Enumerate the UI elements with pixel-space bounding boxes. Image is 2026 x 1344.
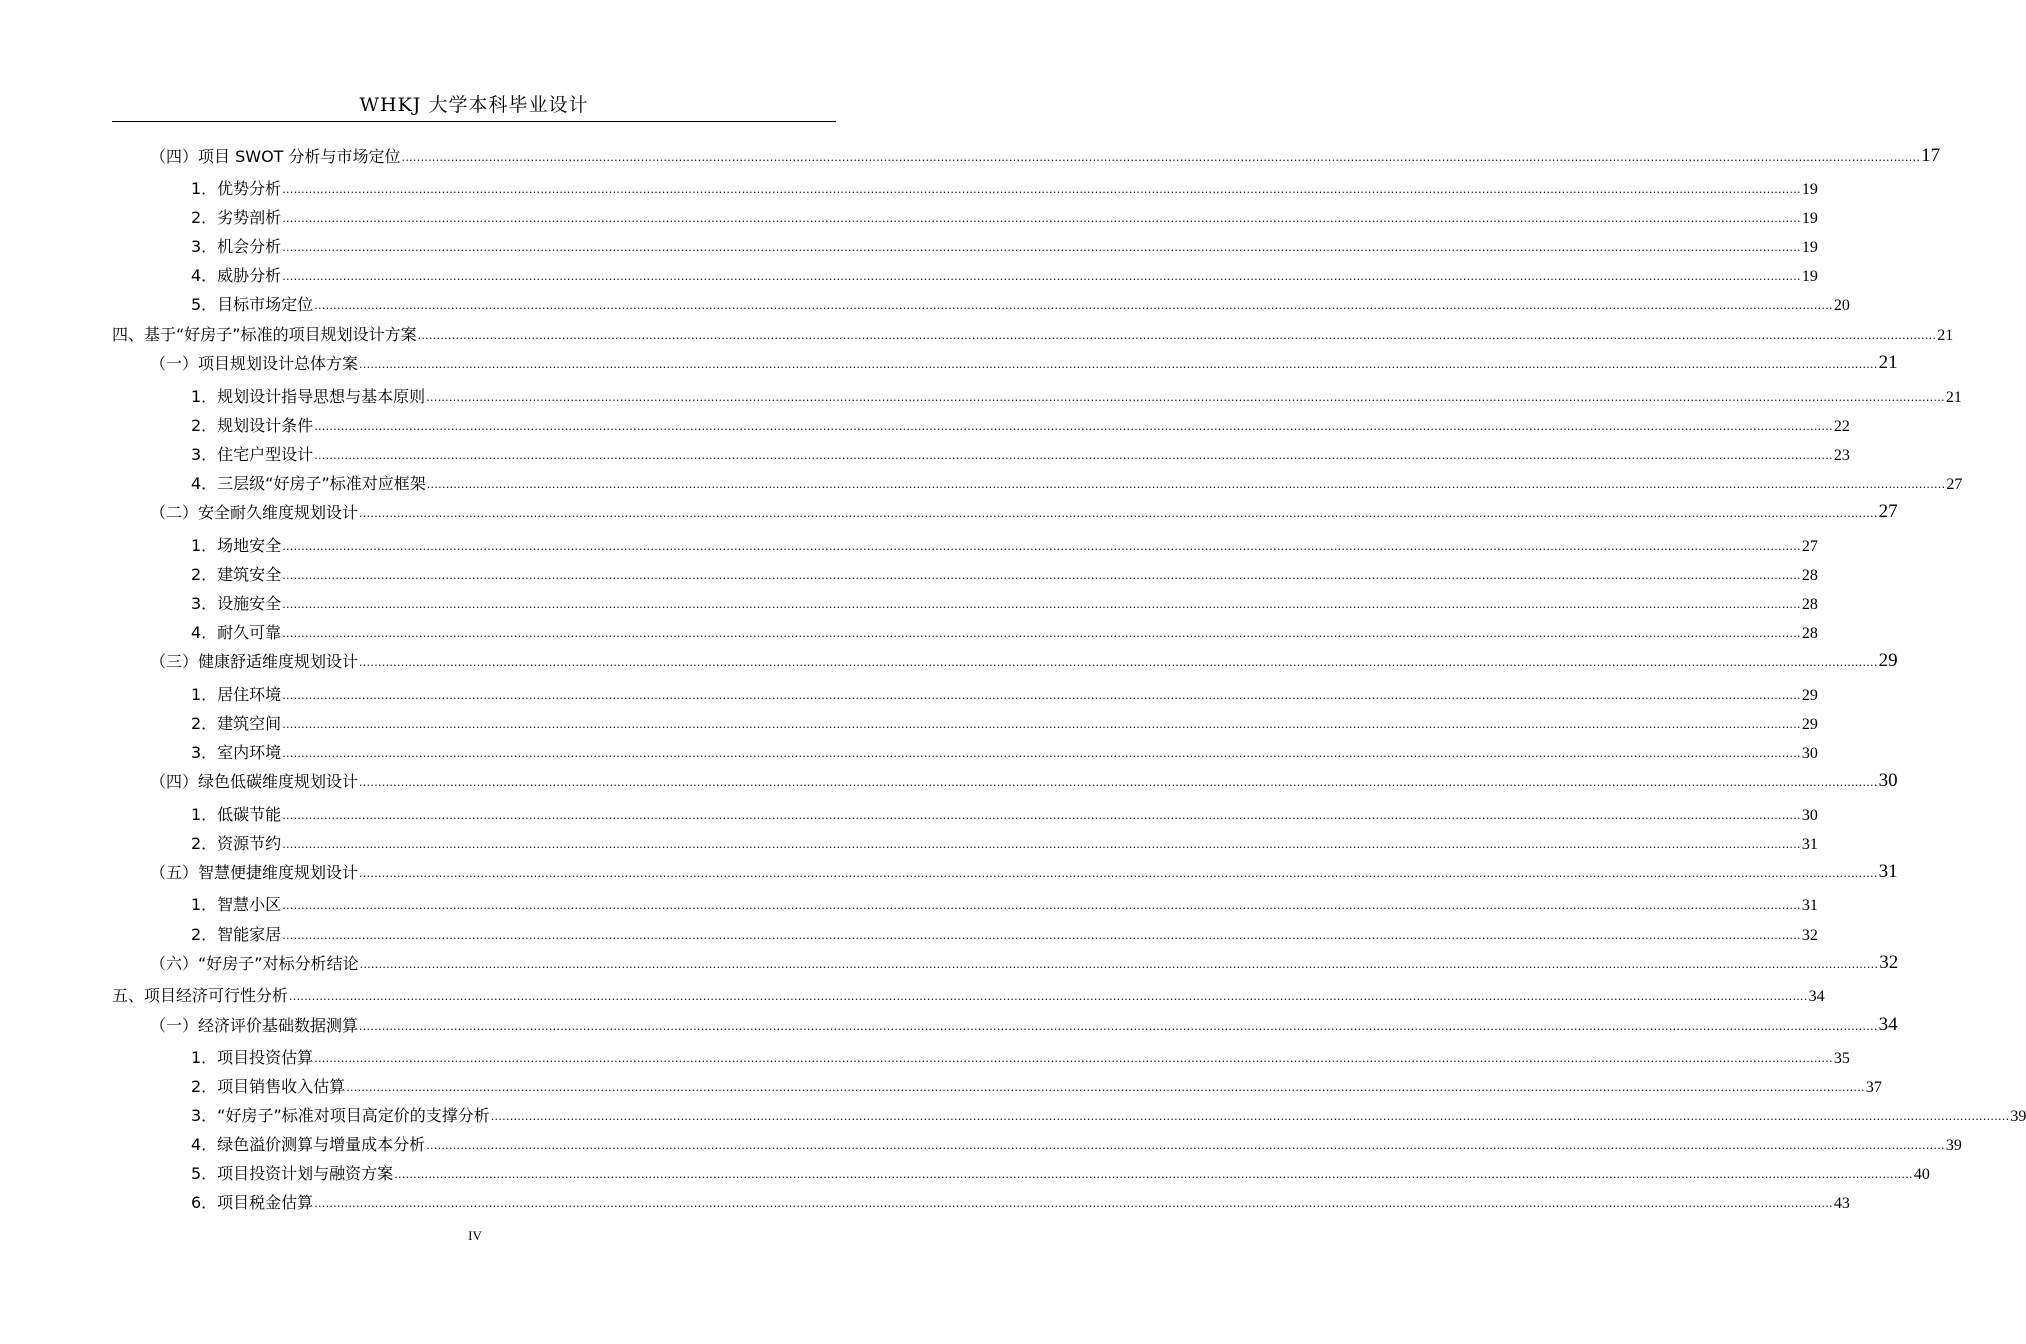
toc-entry-label: 5．项目投资计划与融资方案: [191, 1164, 394, 1183]
toc-entry-label: 1．居住环境: [191, 685, 282, 704]
toc-entry[interactable]: [191, 262, 1818, 286]
toc-entry[interactable]: [191, 1044, 1850, 1068]
toc-entry[interactable]: [191, 412, 1850, 436]
toc-entry[interactable]: [191, 619, 1818, 643]
toc-entry-page: 28: [1801, 567, 1818, 584]
toc-dot-leader: ................................................................................................................................................................................................................................................................................................................................................................................................................: [359, 507, 1878, 520]
toc-entry[interactable]: [150, 950, 1899, 974]
toc-entry-page: 28: [1801, 625, 1818, 642]
toc-entry-label: （六）“好房子”对标分析结论: [150, 954, 359, 973]
toc-dot-leader: ................................................................................................................................................................................................................................................................................................................................................................................................................: [282, 569, 1801, 582]
toc-dot-leader: ................................................................................................................................................................................................................................................................................................................................................................................................................: [282, 809, 1801, 822]
toc-dot-leader: ................................................................................................................................................................................................................................................................................................................................................................................................................: [314, 420, 1833, 433]
toc-entry[interactable]: [150, 143, 1941, 167]
toc-entry-label: （三）健康舒适维度规划设计: [150, 652, 359, 671]
toc-entry[interactable]: [191, 470, 1963, 494]
toc-entry-label: 2．建筑空间: [191, 714, 282, 733]
toc-dot-leader: ................................................................................................................................................................................................................................................................................................................................................................................................................: [282, 627, 1801, 640]
toc-entry-label: 2．项目销售收入估算: [191, 1077, 346, 1096]
toc-entry[interactable]: [191, 590, 1818, 614]
toc-entry[interactable]: [112, 982, 1825, 1006]
toc-entry-label: 四、基于“好房子”标准的项目规划设计方案: [112, 325, 417, 344]
toc-entry-label: 2．智能家居: [191, 925, 282, 944]
toc-entry-page: 21: [1937, 327, 1954, 344]
toc-entry-label: 1．场地安全: [191, 536, 282, 555]
toc-entry[interactable]: [150, 350, 1898, 374]
toc-entry[interactable]: [191, 1073, 1882, 1097]
toc-entry[interactable]: [150, 499, 1898, 523]
toc-entry-page: 37: [1865, 1079, 1882, 1096]
toc-entry-page: 34: [1878, 1014, 1898, 1035]
toc-dot-leader: ................................................................................................................................................................................................................................................................................................................................................................................................................: [359, 656, 1878, 669]
toc-dot-leader: ................................................................................................................................................................................................................................................................................................................................................................................................................: [282, 598, 1801, 611]
toc-entry-page: 32: [1879, 952, 1899, 973]
toc-entry[interactable]: [191, 204, 1818, 228]
toc-entry[interactable]: [191, 383, 1962, 407]
page-number: IV: [468, 1228, 482, 1243]
toc-entry[interactable]: [191, 561, 1818, 585]
toc-dot-leader: ................................................................................................................................................................................................................................................................................................................................................................................................................: [359, 776, 1878, 789]
toc-entry-label: 3．机会分析: [191, 237, 282, 256]
toc-entry-label: 3．室内环境: [191, 743, 282, 762]
toc-entry[interactable]: [191, 1160, 1930, 1184]
toc-entry-label: 3．设施安全: [191, 594, 282, 613]
toc-entry[interactable]: [191, 532, 1818, 556]
toc-entry-page: 27: [1801, 538, 1818, 555]
toc-dot-leader: ................................................................................................................................................................................................................................................................................................................................................................................................................: [314, 1197, 1833, 1210]
toc-entry-page: 35: [1833, 1050, 1850, 1067]
toc-entry-label: 3．住宅户型设计: [191, 445, 314, 464]
toc-dot-leader: ................................................................................................................................................................................................................................................................................................................................................................................................................: [282, 929, 1801, 942]
toc-entry[interactable]: [150, 1012, 1898, 1036]
toc-dot-leader: ................................................................................................................................................................................................................................................................................................................................................................................................................: [282, 718, 1801, 731]
toc-entry-page: 19: [1801, 239, 1818, 256]
toc-entry-label: 2．劣势剖析: [191, 208, 282, 227]
toc-dot-leader: ................................................................................................................................................................................................................................................................................................................................................................................................................: [490, 1110, 2010, 1123]
toc-entry[interactable]: [191, 291, 1850, 315]
toc-entry-label: 3．“好房子”标准对项目高定价的支撑分析: [191, 1106, 490, 1125]
toc-dot-leader: ................................................................................................................................................................................................................................................................................................................................................................................................................: [282, 747, 1801, 760]
toc-entry-label: 4．威胁分析: [191, 266, 282, 285]
toc-entry-label: （五）智慧便捷维度规划设计: [150, 863, 359, 882]
toc-entry-label: 1．项目投资估算: [191, 1048, 314, 1067]
toc-entry[interactable]: [150, 859, 1898, 883]
toc-entry-label: 5．目标市场定位: [191, 295, 314, 314]
toc-entry[interactable]: [150, 648, 1898, 672]
toc-entry[interactable]: [191, 233, 1818, 257]
toc-dot-leader: ................................................................................................................................................................................................................................................................................................................................................................................................................: [282, 212, 1801, 225]
toc-entry[interactable]: [191, 801, 1818, 825]
toc-entry-page: 20: [1833, 297, 1850, 314]
toc-dot-leader: ................................................................................................................................................................................................................................................................................................................................................................................................................: [289, 990, 1808, 1003]
toc-dot-leader: ................................................................................................................................................................................................................................................................................................................................................................................................................: [359, 958, 1879, 971]
toc-entry-label: 4．三层级“好房子”标准对应框架: [191, 474, 426, 493]
toc-entry-page: 29: [1878, 650, 1898, 671]
toc-dot-leader: ................................................................................................................................................................................................................................................................................................................................................................................................................: [359, 867, 1878, 880]
toc-entry-page: 39: [1945, 1137, 1962, 1154]
toc-entry-label: 6．项目税金估算: [191, 1193, 314, 1212]
toc-entry-page: 19: [1801, 268, 1818, 285]
toc-dot-leader: ................................................................................................................................................................................................................................................................................................................................................................................................................: [314, 299, 1833, 312]
toc-dot-leader: ................................................................................................................................................................................................................................................................................................................................................................................................................: [282, 270, 1801, 283]
toc-entry-page: 34: [1808, 988, 1825, 1005]
toc-dot-leader: ................................................................................................................................................................................................................................................................................................................................................................................................................: [282, 183, 1801, 196]
toc-entry[interactable]: [191, 1102, 2026, 1126]
toc-entry-page: 30: [1801, 745, 1818, 762]
toc-dot-leader: ................................................................................................................................................................................................................................................................................................................................................................................................................: [394, 1168, 1913, 1181]
toc-entry[interactable]: [112, 321, 1954, 345]
toc-entry-page: 21: [1945, 389, 1962, 406]
toc-entry[interactable]: [191, 710, 1818, 734]
toc-dot-leader: ................................................................................................................................................................................................................................................................................................................................................................................................................: [359, 1020, 1878, 1033]
toc-entry-page: 19: [1801, 210, 1818, 227]
toc-dot-leader: ................................................................................................................................................................................................................................................................................................................................................................................................................: [282, 689, 1801, 702]
toc-dot-leader: ................................................................................................................................................................................................................................................................................................................................................................................................................: [401, 151, 1921, 164]
toc-entry-label: 2．建筑安全: [191, 565, 282, 584]
toc-entry-label: （一）项目规划设计总体方案: [150, 354, 359, 373]
toc-dot-leader: ................................................................................................................................................................................................................................................................................................................................................................................................................: [426, 391, 1945, 404]
toc-dot-leader: ................................................................................................................................................................................................................................................................................................................................................................................................................: [426, 478, 1946, 491]
toc-entry-page: 27: [1878, 501, 1898, 522]
toc-entry[interactable]: [191, 739, 1818, 763]
toc-dot-leader: ................................................................................................................................................................................................................................................................................................................................................................................................................: [282, 899, 1801, 912]
toc-dot-leader: ................................................................................................................................................................................................................................................................................................................................................................................................................: [426, 1139, 1945, 1152]
toc-entry-label: （二）安全耐久维度规划设计: [150, 503, 359, 522]
toc-entry-page: 31: [1801, 897, 1818, 914]
toc-entry[interactable]: [191, 1131, 1962, 1155]
toc-entry-page: 31: [1801, 836, 1818, 853]
page-header-title: WHKJ 大学本科毕业设计: [359, 94, 589, 116]
toc-dot-leader: ................................................................................................................................................................................................................................................................................................................................................................................................................: [314, 1052, 1833, 1065]
toc-entry-label: （四）项目 SWOT 分析与市场定位: [150, 147, 401, 166]
toc-dot-leader: ................................................................................................................................................................................................................................................................................................................................................................................................................: [282, 540, 1801, 553]
toc-entry[interactable]: [191, 175, 1818, 199]
toc-entry[interactable]: [191, 441, 1850, 465]
toc-entry-label: 五、项目经济可行性分析: [112, 986, 289, 1005]
toc-entry-page: 17: [1921, 145, 1941, 166]
toc-entry-page: 29: [1801, 716, 1818, 733]
toc-entry-page: 28: [1801, 596, 1818, 613]
toc-entry-label: 2．资源节约: [191, 834, 282, 853]
toc-entry-page: 43: [1833, 1195, 1850, 1212]
toc-entry-page: 32: [1801, 927, 1818, 944]
toc-entry-page: 31: [1878, 861, 1898, 882]
toc-entry-page: 30: [1801, 807, 1818, 824]
toc-entry-label: 1．优势分析: [191, 179, 282, 198]
toc-entry-label: 1．智慧小区: [191, 895, 282, 914]
header-divider: [112, 121, 836, 122]
toc-entry-page: 40: [1913, 1166, 1930, 1183]
toc-entry-label: 2．规划设计条件: [191, 416, 314, 435]
toc-entry[interactable]: [191, 681, 1818, 705]
toc-dot-leader: ................................................................................................................................................................................................................................................................................................................................................................................................................: [282, 838, 1801, 851]
toc-entry-label: 1．规划设计指导思想与基本原则: [191, 387, 426, 406]
toc-entry-label: 4．耐久可靠: [191, 623, 282, 642]
toc-dot-leader: ................................................................................................................................................................................................................................................................................................................................................................................................................: [417, 329, 1937, 342]
toc-entry[interactable]: [191, 830, 1818, 854]
toc-entry-label: （一）经济评价基础数据测算: [150, 1016, 359, 1035]
toc-entry-page: 27: [1946, 476, 1963, 493]
toc-entry-page: 29: [1801, 687, 1818, 704]
toc-dot-leader: ................................................................................................................................................................................................................................................................................................................................................................................................................: [346, 1081, 1865, 1094]
toc-entry-page: 23: [1833, 447, 1850, 464]
toc-entry-page: 21: [1878, 352, 1898, 373]
toc-entry[interactable]: [191, 921, 1818, 945]
toc-dot-leader: ................................................................................................................................................................................................................................................................................................................................................................................................................: [359, 358, 1878, 371]
toc-entry-page: 19: [1801, 181, 1818, 198]
toc-entry[interactable]: [150, 768, 1898, 792]
toc-entry[interactable]: [191, 1189, 1850, 1213]
toc-entry-label: 1．低碳节能: [191, 805, 282, 824]
toc-entry[interactable]: [191, 891, 1818, 915]
toc-dot-leader: ................................................................................................................................................................................................................................................................................................................................................................................................................: [314, 449, 1833, 462]
toc-dot-leader: ................................................................................................................................................................................................................................................................................................................................................................................................................: [282, 241, 1801, 254]
toc-entry-label: （四）绿色低碳维度规划设计: [150, 772, 359, 791]
toc-entry-page: 22: [1833, 418, 1850, 435]
toc-entry-page: 39: [2010, 1108, 2026, 1125]
toc-entry-page: 30: [1878, 770, 1898, 791]
toc-entry-label: 4．绿色溢价测算与增量成本分析: [191, 1135, 426, 1154]
